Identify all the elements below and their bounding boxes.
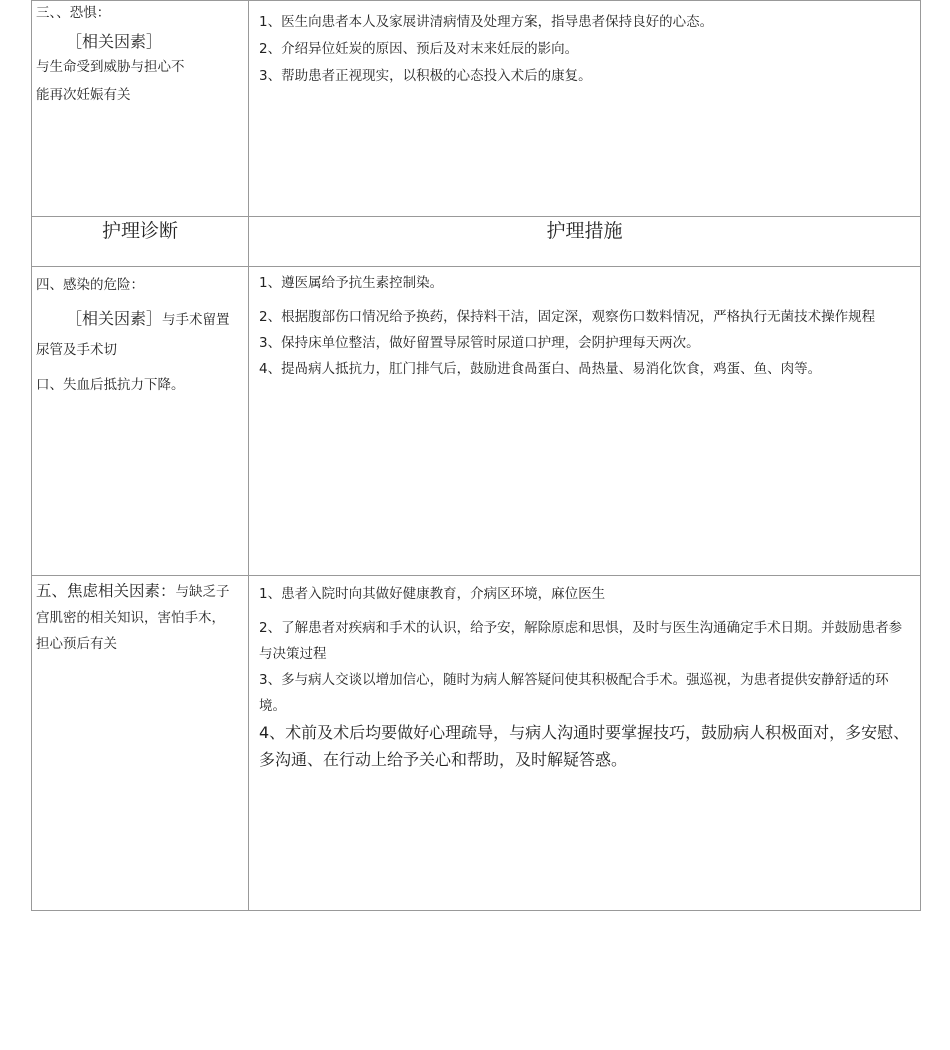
fear-factor-label: ［相关因素］: [66, 32, 163, 51]
anxiety-measure-1: 1、患者入院时向其做好健康教育，介病区环境，麻位医生: [259, 586, 606, 602]
infection-factor-text-2: 尿管及手术切: [36, 342, 117, 358]
anxiety-factor-text-3: 担心预后有关: [36, 636, 117, 652]
header-measures: [249, 217, 921, 267]
table-row-anxiety: [32, 576, 921, 911]
fear-factor-text-2: 能再次妊娠有关: [36, 87, 131, 103]
anxiety-measure-2: 2、了解患者对疾病和手术的认识，给予安，解除原虑和思惧，及时与医生沟通确定手术日期。并鼓励患者参与决策过程: [259, 620, 903, 662]
infection-measure-1: 1、遵医属给予抗生素控制染。: [259, 275, 444, 291]
anxiety-title: 五、焦虑相关因素：: [36, 582, 176, 600]
anxiety-measure-3: 3、多与病人交谈以增加信心，随时为病人解答疑问使其积极配合手术。强巡视，为患者提供安静舒适的环境。: [259, 672, 889, 714]
measures-cell-anxiety: [249, 576, 921, 911]
anxiety-factor-text-1: 与缺乏子: [175, 584, 230, 600]
infection-factor-text-1: 与手术留置: [162, 312, 230, 328]
infection-measure-3: 3、保持床单位整洁，做好留置导尿管时尿道口护理，会阴护理每天两次。: [259, 335, 700, 351]
infection-factor-text-3: 口、失血后抵抗力下降。: [36, 377, 185, 393]
diagnosis-cell-infection: [32, 267, 249, 576]
anxiety-measure-4: 4、术前及术后均要做好心理疏导，与病人沟通时要掌握技巧，鼓励病人积极面对，多安慰、多沟通、在行动上给予关心和帮助，及时解疑答惑。: [259, 723, 910, 769]
fear-measure-2: 2、介绍异位妊炭的原因、预后及对末来妊辰的影向。: [259, 41, 579, 57]
anxiety-factor-text-2: 宫肌密的相关知识，害怕手木，: [36, 610, 225, 626]
table-row-infection: [32, 267, 921, 576]
table-row-fear: [32, 1, 921, 217]
fear-factor-text-1: 与生命受到威胁与担心不: [36, 59, 185, 75]
table-header-row: [32, 217, 921, 267]
fear-measure-1: 1、医生向患者本人及家展讲清病情及处理方案，指导患者保持良好的心态。: [259, 14, 714, 30]
measures-cell-fear: [249, 1, 921, 217]
infection-title: 四、感染的危险：: [36, 277, 144, 293]
diagnosis-cell-anxiety: [32, 576, 249, 911]
fear-title: 三、、恐惧：: [36, 5, 111, 21]
nursing-care-table: [31, 0, 921, 911]
header-diagnosis-label: 护理诊断: [101, 220, 178, 242]
infection-factor-label: ［相关因素］: [66, 309, 163, 328]
infection-measure-2: 2、根据腹部伤口情况给予换药，保持料干洁，固定深，观察伤口数料情况，严格执行无菌技术操作规程: [259, 309, 876, 325]
header-diagnosis: [32, 217, 249, 267]
measures-cell-infection: [249, 267, 921, 576]
infection-measure-4: 4、提咼病人抵抗力，肛门排气后，鼓励进食咼蛋白、咼热量、易消化饮食，鸡蛋、鱼、肉等。: [259, 361, 822, 377]
header-measures-label: 护理措施: [546, 220, 623, 242]
fear-measure-3: 3、帮助患者正视现实，以积极的心态投入术后的康复。: [259, 68, 592, 84]
diagnosis-cell-fear: [32, 1, 249, 217]
